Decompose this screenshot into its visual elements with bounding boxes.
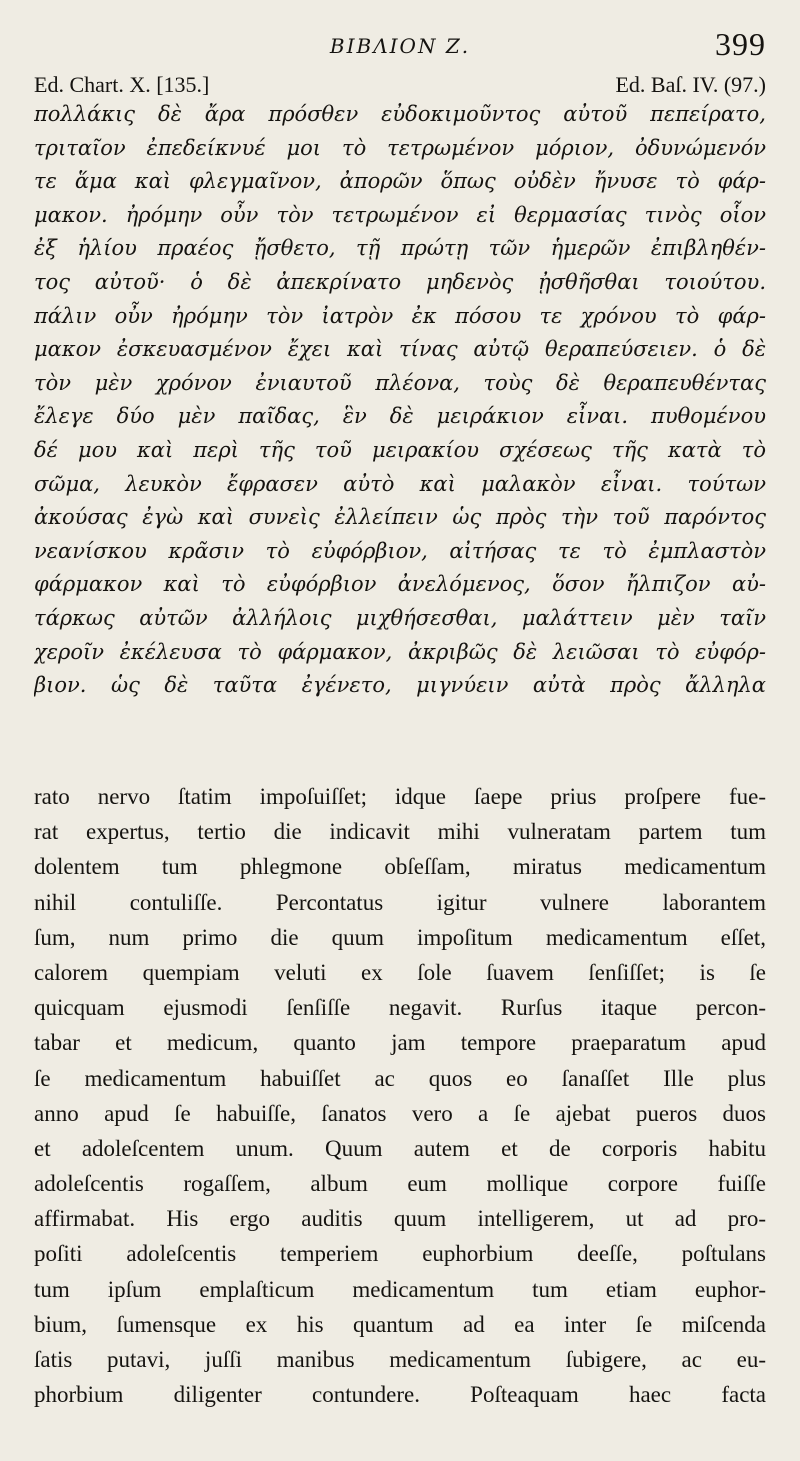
edition-chartier-reference: Ed. Chart. X. [135.] <box>34 72 210 97</box>
greek-line: χεροῖν ἐκέλευσα τὸ φάρμακον, ἀκριβῶς δὲ λειῶσαι τὸ εὐφόρ- <box>34 639 766 664</box>
latin-line: bium, ſumensque ex his quantum ad ea inter ſe miſcenda <box>34 1311 766 1337</box>
edition-reference-line <box>34 72 766 100</box>
greek-line: τος αὐτοῦ· ὁ δὲ ἀπεκρίνατο μηδενὸς ᾐσθῆσθαι τοιούτου. <box>34 269 766 294</box>
latin-line: anno apud ſe habuiſſe, ſanatos vero a ſe ajebat pueros duos <box>34 1100 766 1126</box>
page-number: 399 <box>715 26 766 62</box>
greek-line: τὸν μὲν χρόνον ἐνιαυτοῦ πλέονα, τοὺς δὲ θεραπευθέντας <box>34 370 766 395</box>
greek-line: πολλάκις δὲ ἄρα πρόσθεν εὐδοκιμοῦντος αὐτοῦ πεπείρατο, <box>34 102 766 126</box>
book-title: ΒΙΒΛΙΟΝ Ζ. <box>329 34 471 58</box>
latin-line: rat expertus, tertio die indicavit mihi vulneratam partem tum <box>34 819 766 845</box>
latin-line: nihil contuliſſe. Percontatus igitur vulnere laborantem <box>34 889 766 915</box>
greek-line: μακον ἐσκευασμένον ἔχει καὶ τίνας αὐτῷ θεραπεύσειεν. ὁ δὲ <box>34 337 766 362</box>
latin-line: affirmabat. His ergo auditis quum intelligerem, ut ad pro- <box>34 1206 766 1232</box>
greek-line: μακον. ἠρόμην οὖν τὸν τετρωμένον εἰ θερμασίας τινὸς οἷον <box>34 202 766 227</box>
greek-text-block <box>34 98 766 703</box>
latin-line: ſatis putavi, juſſi manibus medicamentum ſubigere, ac eu- <box>34 1347 766 1372</box>
latin-line: et adoleſcentem unum. Quum autem et de corporis habitu <box>34 1135 766 1161</box>
latin-line: adoleſcentis rogaſſem, album eum mollique corpore fuiſſe <box>34 1171 766 1197</box>
latin-line: dolentem tum phlegmone obſeſſam, miratus medicamentum <box>34 854 766 880</box>
greek-line: σῶμα, λευκὸν ἔφρασεν αὐτὸ καὶ μαλακὸν εἶναι. τούτων <box>34 471 766 496</box>
edition-basel-reference: Ed. Baſ. IV. (97.) <box>615 72 766 97</box>
greek-line: τριταῖον ἐπεδείκνυέ μοι τὸ τετρωμένον μόριον, ὀδυνώμενόν <box>34 135 766 160</box>
greek-line: βιον. ὡς δὲ ταῦτα ἐγένετο, μιγνύειν αὐτὰ πρὸς ἄλληλα <box>34 673 766 698</box>
latin-text-block <box>34 779 766 1412</box>
latin-line: ſe medicamentum habuiſſet ac quos eo ſanaſſet Ille plus <box>34 1065 766 1091</box>
greek-line: φάρμακον καὶ τὸ εὐφόρβιον ἀνελόμενος, ὅσον ἤλπιζον αὐ- <box>34 572 766 597</box>
latin-line: tum ipſum emplaſticum medicamentum tum etiam euphor- <box>34 1276 766 1302</box>
latin-line: tabar et medicum, quanto jam tempore praeparatum apud <box>34 1030 766 1056</box>
running-head <box>0 22 800 62</box>
greek-line: ἀκούσας ἐγὼ καὶ συνεὶς ἐλλείπειν ὡς πρὸς τὴν τοῦ παρόντος <box>34 505 766 530</box>
latin-line: rato nervo ſtatim impoſuiſſet; idque ſaepe prius proſpere fue- <box>34 784 766 809</box>
latin-line: phorbium diligenter contundere. Poſteaquam haec facta <box>34 1382 766 1408</box>
latin-line: ſum, num primo die quum impoſitum medicamentum eſſet, <box>34 924 766 950</box>
greek-line: τάρκως αὐτῶν ἀλλήλοις μιχθήσεσθαι, μαλάττειν μὲν ταῖν <box>34 605 766 630</box>
greek-line: δέ μου καὶ περὶ τῆς τοῦ μειρακίου σχέσεως τῆς κατὰ τὸ <box>34 437 766 462</box>
greek-line: ἐξ ἡλίου πραέος ᾔσθετο, τῇ πρώτῃ τῶν ἡμερῶν ἐπιβληθέν- <box>34 236 766 261</box>
greek-line: τε ἅμα καὶ φλεγμαῖνον, ἀπορῶν ὅπως οὐδὲν ἤνυσε τὸ φάρ- <box>34 169 766 194</box>
latin-line: poſiti adoleſcentis temperiem euphorbium deeſſe, poſtulans <box>34 1241 766 1267</box>
greek-line: πάλιν οὖν ἠρόμην τὸν ἰατρὸν ἐκ πόσου τε χρόνου τὸ φάρ- <box>34 303 766 328</box>
latin-line: quicquam ejusmodi ſenſiſſe negavit. Rurſus itaque percon- <box>34 995 766 1021</box>
greek-line: νεανίσκου κρᾶσιν τὸ εὐφόρβιον, αἰτήσας τε τὸ ἐμπλαστὸν <box>34 538 766 563</box>
latin-line: calorem quempiam veluti ex ſole ſuavem ſenſiſſet; is ſe <box>34 959 766 985</box>
greek-line: ἔλεγε δύο μὲν παῖδας, ἓν δὲ μειράκιον εἶναι. πυθομένου <box>34 404 766 429</box>
